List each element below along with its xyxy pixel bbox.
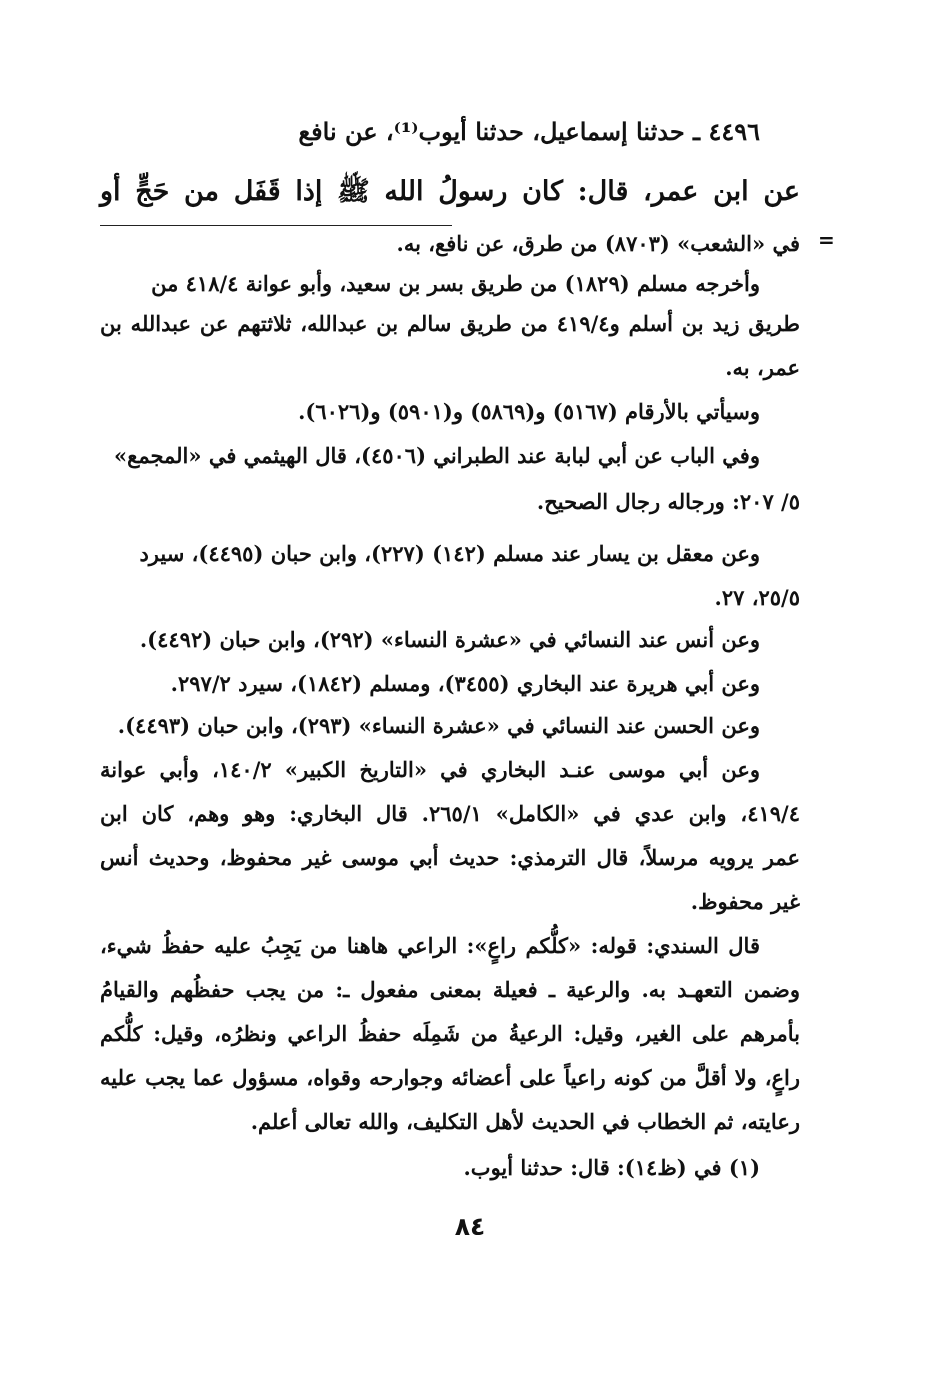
footnote-line: ٢٥/٥، ٢٧. — [714, 585, 800, 610]
page-number: ٨٤ — [454, 1212, 486, 1241]
footnote-line: وعن أنس عند النسائي في «عشرة النساء» (٢٩٢)، وابن حبان (٤٤٩٢). — [139, 627, 760, 652]
footnote-line: وعن أبي موسى عنـد البخاري في «التاريخ الكبير» ١٤٠/٢، وأبي عوانة — [100, 757, 760, 782]
footnote-line: بأمرهم على الغير، وقيل: الرعيةُ من شَمِلَه حفظُ الراعي ونظرُه، وقيل: كلُّكم — [100, 1021, 800, 1046]
footnote-line: وأخرجه مسلم (١٨٢٩) من طريق بسر بن سعيد، وأبو عوانة ٤١٨/٤ من — [151, 271, 760, 296]
footnote-line: قال السندي: قوله: «كلُّكم راعٍ»: الراعي هاهنا من يَجِبُ عليه حفظُ شيء، — [100, 933, 760, 958]
continuation-mark: = — [818, 228, 835, 252]
footnote-line: غير محفوظ. — [690, 889, 800, 914]
footnote-line: وعن الحسن عند النسائي في «عشرة النساء» (٢٩٣)، وابن حبان (٤٤٩٣). — [117, 713, 760, 738]
footnote-line: وضمن التعهـد به. والرعية ـ فعيلة بمعنى مفعول ـ: من يجب حفظُهم والقيامُ — [100, 977, 800, 1002]
hadith-header-line: ٤٤٩٦ ـ حدثنا إسماعيل، حدثنا أيوب⁽¹⁾، عن نافع — [298, 117, 760, 146]
footnote-line: ٥/ ٢٠٧: ورجاله رجال الصحيح. — [536, 489, 800, 514]
footnote-line: راعٍ، ولا أقلَّ من كونه راعياً على أعضائه وجوارحه وقواه، مسؤول عما يجب عليه — [100, 1065, 800, 1090]
footnote-line: وعن معقل بن يسار عند مسلم (١٤٢) (٢٢٧)، وابن حبان (٤٤٩٥)، سيرد — [139, 541, 760, 566]
footnote-line: وسيأتي بالأرقام (٥١٦٧) و(٥٨٦٩) و(٥٩٠١) و(٦٠٢٦). — [298, 399, 760, 424]
footnote-line: عمر، به. — [725, 355, 800, 380]
footnote-line: في «الشعب» (٨٧٠٣) من طرق، عن نافع، به. — [396, 231, 800, 256]
footnote-line: رعايته، ثم الخطاب في الحديث لأهل التكليف، والله تعالى أعلم. — [250, 1109, 800, 1134]
footnote-line: وفي الباب عن أبي لبابة عند الطبراني (٤٥٠٦)، قال الهيثمي في «المجمع» — [114, 443, 760, 468]
footnote-line: ٤١٩/٤، وابن عدي في «الكامل» ٢٦٥/١. قال البخاري: وهو وهم، كان ابن — [100, 801, 800, 826]
footnote-line: (١) في (ظ١٤): قال: حدثنا أيوب. — [463, 1155, 760, 1180]
hadith-text-line: عن ابن عمر، قال: كان رسولُ الله ﷺ إذا قَفَل من حَجٍّ أو — [100, 176, 800, 207]
footnote-line: وعن أبي هريرة عند البخاري (٣٤٥٥)، ومسلم (١٨٤٢)، سيرد ٢٩٧/٢. — [170, 671, 760, 696]
footnote-line: طريق زيد بن أسلم و٤١٩/٤ من طريق سالم بن عبدالله، ثلاثتهم عن عبدالله بن — [100, 311, 800, 336]
footnote-line: عمر يرويه مرسلاً، قال الترمذي: حديث أبي موسى غير محفوظ، وحديث أنس — [100, 845, 800, 870]
